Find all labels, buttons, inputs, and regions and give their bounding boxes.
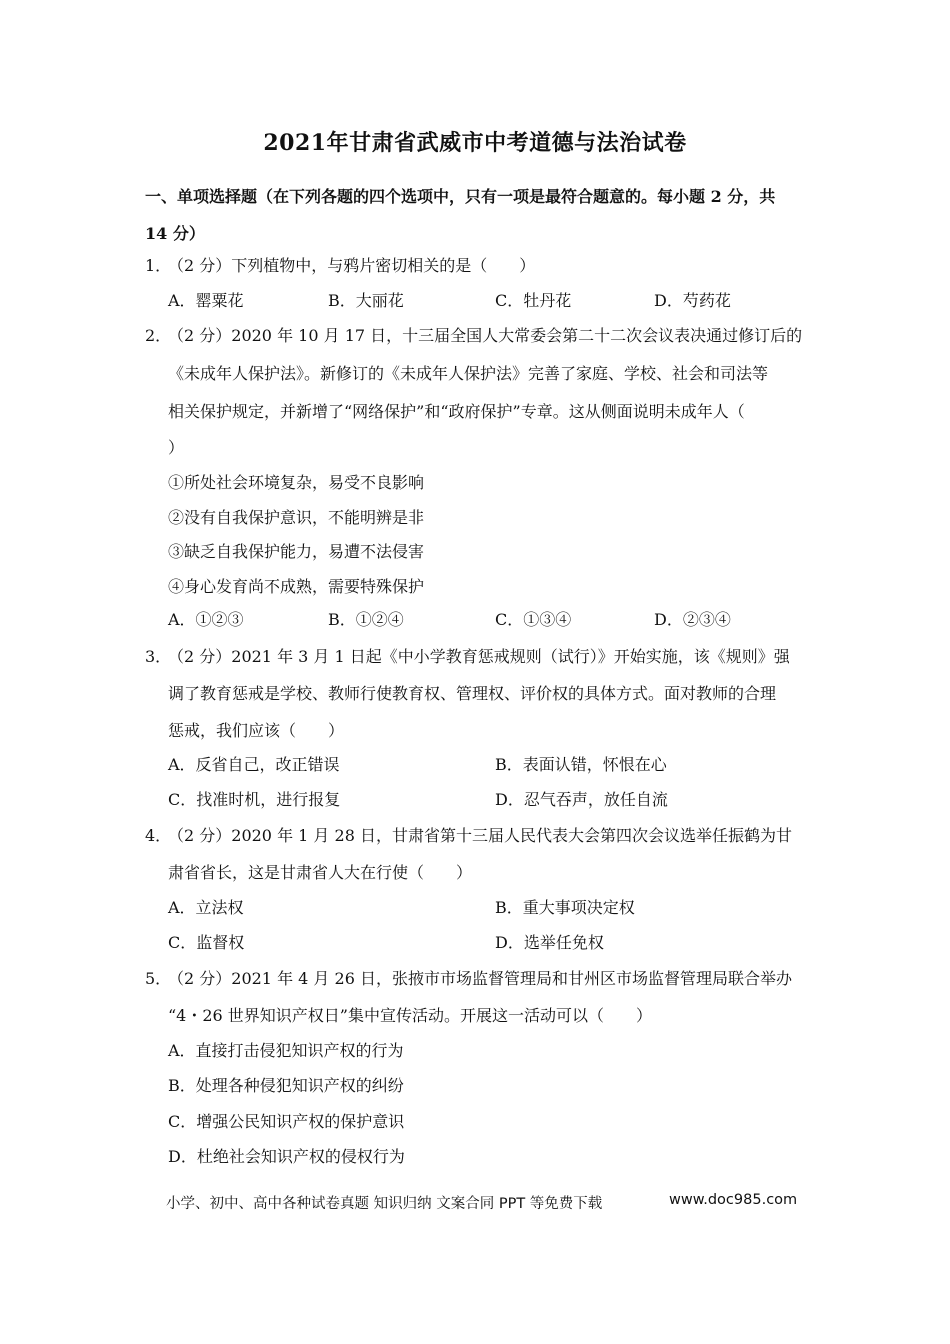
option-b: B．处理各种侵犯知识产权的纠纷: [168, 1076, 404, 1095]
question-text-line: （2 分）2020 年 10 月 17 日，十三届全国人大常委会第二十二次会议表决通过修订后的: [168, 326, 803, 345]
question-text-line: 相关保护规定，并新增了“网络保护”和“政府保护”专章。这从侧面说明未成年人（: [168, 402, 745, 421]
option-b: B．表面认错，怀恨在心: [495, 755, 667, 774]
question-number: 3．: [145, 647, 172, 666]
statement-2: ②没有自我保护意识，不能明辨是非: [168, 508, 425, 527]
question-text-line: （2 分）下列植物中，与鸦片密切相关的是（ ）: [168, 256, 536, 275]
option-d: D．杜绝社会知识产权的侵权行为: [168, 1147, 405, 1166]
option-d: D．②③④: [654, 610, 731, 629]
question-text-line: （2 分）2020 年 1 月 28 日，甘肃省第十三届人民代表大会第四次会议选举任振鹤为甘: [168, 826, 792, 845]
option-a: A．①②③: [168, 610, 244, 629]
statement-4: ④身心发育尚不成熟，需要特殊保护: [168, 577, 425, 596]
option-b: B．大丽花: [328, 291, 404, 310]
question-text-line: （2 分）2021 年 4 月 26 日，张掖市市场监督管理局和甘州区市场监督管理局联合举办: [168, 969, 792, 988]
option-b: B．①②④: [328, 610, 404, 629]
section-heading-line2: 14 分）: [145, 224, 205, 243]
option-d: D．忍气吞声，放任自流: [495, 790, 668, 809]
question-text-line: 《未成年人保护法》。新修订的《未成年人保护法》完善了家庭、学校、社会和司法等: [168, 364, 769, 383]
option-d: D．选举任免权: [495, 933, 604, 952]
option-c: C．①③④: [495, 610, 572, 629]
option-c: C．监督权: [168, 933, 245, 952]
option-c: C．牡丹花: [495, 291, 572, 310]
statement-3: ③缺乏自我保护能力，易遭不法侵害: [168, 542, 425, 561]
option-c: C．找准时机，进行报复: [168, 790, 341, 809]
question-number: 4．: [145, 826, 172, 845]
option-a: A．立法权: [168, 898, 244, 917]
option-a: A．反省自己，改正错误: [168, 755, 340, 774]
statement-1: ①所处社会环境复杂，易受不良影响: [168, 473, 425, 492]
option-c: C．增强公民知识产权的保护意识: [168, 1112, 405, 1131]
option-a: A．直接打击侵犯知识产权的行为: [168, 1041, 404, 1060]
option-b: B．重大事项决定权: [495, 898, 635, 917]
footer-link[interactable]: www.doc985.com: [669, 1192, 798, 1208]
question-text-line: “4・26 世界知识产权日”集中宣传活动。开展这一活动可以（ ）: [168, 1006, 652, 1025]
question-text-line: （2 分）2021 年 3 月 1 日起《中小学教育惩戒规则（试行）》开始实施，该《规则》强: [168, 647, 790, 666]
section-heading-line1: 一、单项选择题（在下列各题的四个选项中，只有一项是最符合题意的。每小题 2 分，共: [145, 187, 776, 206]
question-text-line: ）: [168, 438, 185, 457]
question-text-line: 调了教育惩戒是学校、教师行使教育权、管理权、评价权的具体方式。面对教师的合理: [168, 684, 777, 703]
footer-text: 小学、初中、高中各种试卷真题 知识归纳 文案合同 PPT 等免费下载: [166, 1196, 603, 1212]
option-d: D．芍药花: [654, 291, 731, 310]
question-number: 1．: [145, 256, 172, 275]
option-a: A．罂粟花: [168, 291, 244, 310]
page-title: 2021年甘肃省武威市中考道德与法治试卷: [263, 130, 687, 156]
question-number: 5．: [145, 969, 172, 988]
question-text-line: 肃省省长，这是甘肃省人大在行使（ ）: [168, 863, 473, 882]
question-text-line: 惩戒，我们应该（ ）: [168, 721, 345, 740]
question-number: 2．: [145, 326, 172, 345]
